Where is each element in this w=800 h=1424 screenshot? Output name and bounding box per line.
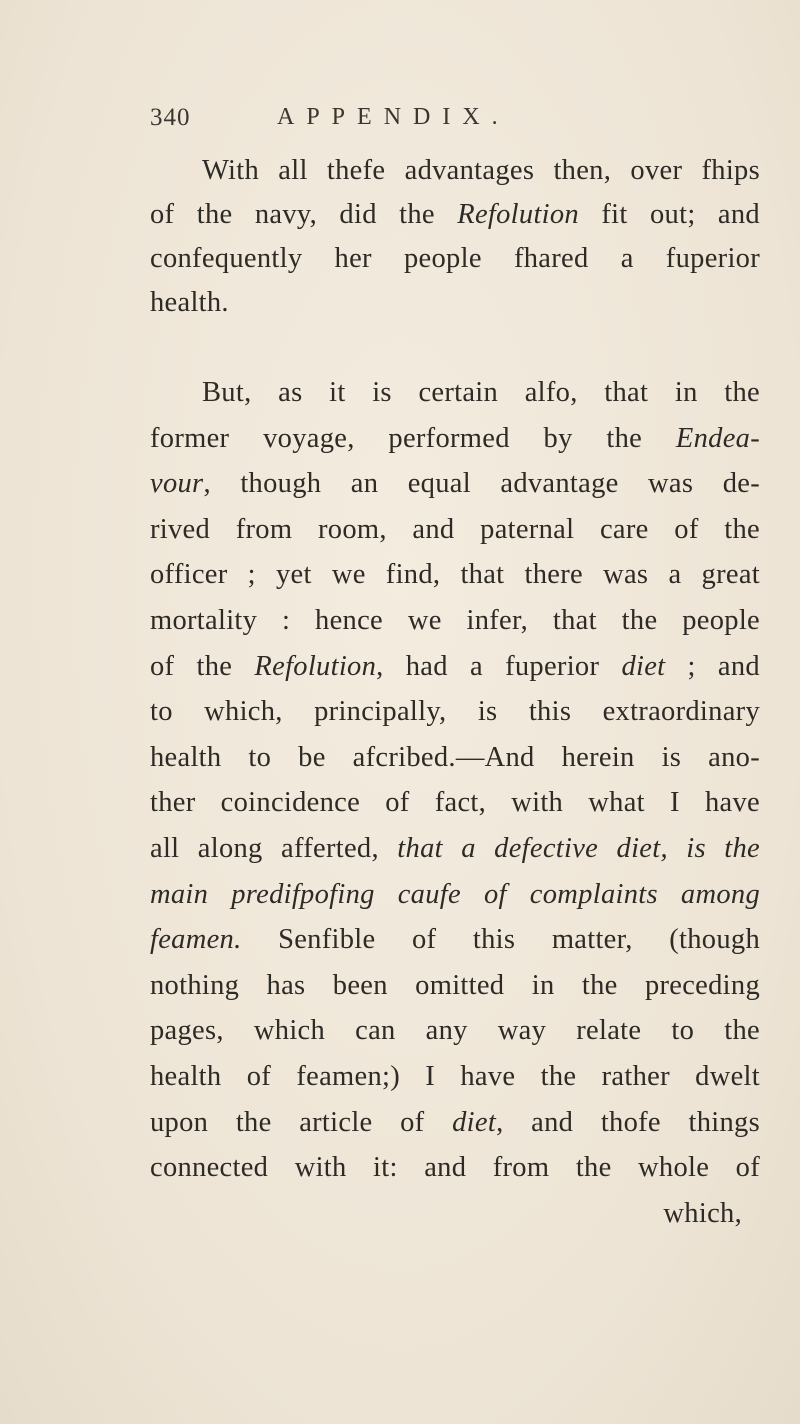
italic-span: that a defective diet, is the bbox=[397, 832, 760, 864]
text-span: of the bbox=[150, 650, 255, 682]
text-line bbox=[150, 1191, 760, 1237]
text-line bbox=[150, 416, 760, 462]
text-line bbox=[150, 598, 760, 644]
text-span: pages, which can any way relate to the bbox=[150, 1015, 760, 1047]
text-span: health. bbox=[150, 287, 229, 318]
text-span: Senfible of this matter, (though bbox=[241, 924, 760, 956]
text-line bbox=[150, 872, 760, 918]
text-span: which, bbox=[663, 1197, 742, 1229]
text-span: But, as it is certain alfo, that in the bbox=[202, 377, 760, 408]
text-line bbox=[150, 963, 760, 1009]
text-span: health to be afcribed.—And herein is ano- bbox=[150, 741, 760, 773]
text-span: rived from room, and paternal care of the bbox=[150, 513, 760, 545]
text-span: fit out; and bbox=[578, 199, 760, 230]
page-number: 340 bbox=[150, 104, 191, 131]
text-span: , and thofe things bbox=[496, 1106, 760, 1138]
text-span: former voyage, performed by the bbox=[150, 422, 676, 454]
text-line bbox=[150, 689, 760, 735]
text-line bbox=[150, 1008, 760, 1054]
text-line bbox=[150, 461, 760, 507]
text-span: health of feamen;) I have the rather dwelt bbox=[150, 1060, 760, 1092]
text-line bbox=[150, 1054, 760, 1100]
text-span: to which, principally, is this extraordinary bbox=[150, 696, 760, 728]
text-span: , though an equal advantage was de- bbox=[203, 468, 760, 500]
text-line bbox=[150, 507, 760, 553]
text-line bbox=[150, 1145, 760, 1191]
italic-span: Refolution bbox=[254, 650, 377, 682]
text-line bbox=[150, 780, 760, 826]
text-span: mortality : hence we infer, that the people bbox=[150, 604, 760, 636]
italic-span: main predifpofing caufe of complaints among bbox=[150, 878, 760, 910]
text-span: connected with it: and from the whole of bbox=[150, 1152, 760, 1184]
text-span: ther coincidence of fact, with what I have bbox=[150, 787, 760, 819]
text-span: officer ; yet we find, that there was a great bbox=[150, 559, 760, 591]
page-header bbox=[150, 100, 750, 150]
text-line bbox=[150, 237, 760, 281]
running-head: APPENDIX. bbox=[277, 104, 510, 130]
text-line bbox=[150, 149, 760, 193]
italic-span: feamen. bbox=[150, 924, 242, 956]
text-line bbox=[150, 735, 760, 781]
text-line bbox=[150, 826, 760, 872]
italic-span: diet bbox=[621, 650, 666, 682]
text-line bbox=[150, 281, 760, 325]
italic-span: vour bbox=[150, 468, 204, 500]
text-line bbox=[150, 917, 760, 963]
body-text bbox=[150, 149, 760, 1236]
text-span: nothing has been omitted in the preceding bbox=[150, 969, 760, 1001]
paragraph-1 bbox=[150, 149, 760, 325]
text-span: all along afferted, bbox=[150, 832, 398, 864]
text-span: confequently her people fhared a fuperior bbox=[150, 243, 760, 274]
paragraph-gap bbox=[150, 325, 760, 370]
italic-span: Refolution bbox=[457, 199, 579, 230]
text-line bbox=[150, 193, 760, 237]
text-span: ; and bbox=[665, 650, 760, 682]
italic-span: Endea- bbox=[675, 422, 760, 454]
text-span: upon the article of bbox=[150, 1106, 453, 1138]
text-span: , had a fuperior bbox=[376, 650, 622, 682]
text-span: With all thefe advantages then, over fhips bbox=[202, 155, 760, 186]
text-line bbox=[150, 1100, 760, 1146]
text-span: of the navy, did the bbox=[150, 199, 458, 230]
text-line bbox=[150, 552, 760, 598]
text-line bbox=[150, 644, 760, 690]
text-line bbox=[150, 370, 760, 416]
italic-span: diet bbox=[452, 1106, 497, 1138]
paragraph-2 bbox=[150, 370, 760, 1236]
